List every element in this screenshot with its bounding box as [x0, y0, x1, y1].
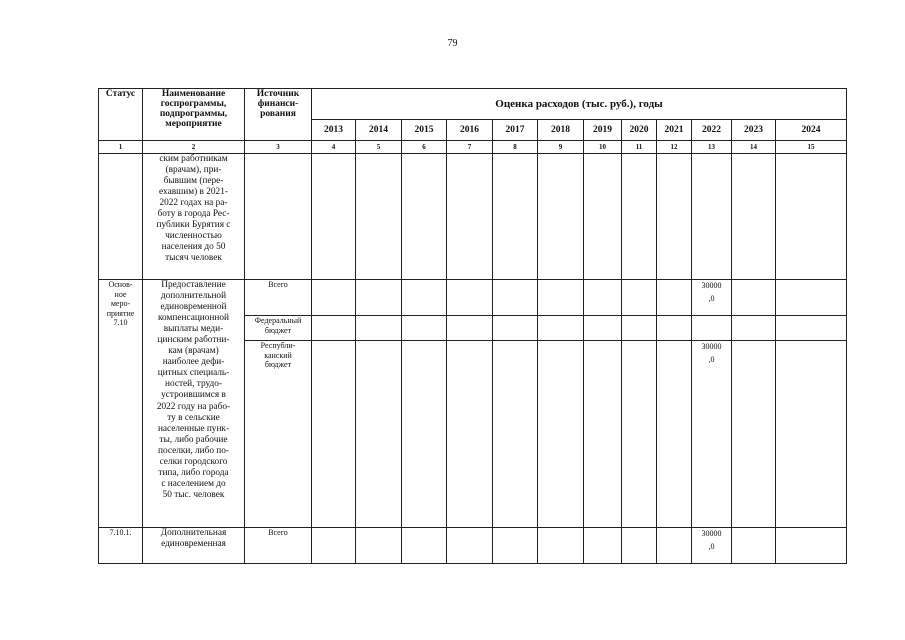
- column-number: 4: [312, 141, 356, 154]
- budget-table: [98, 88, 847, 564]
- name-line: 2022 годах на ра-: [159, 198, 228, 209]
- source-cell: Всего: [245, 528, 312, 564]
- name-line: ту в сельские: [167, 412, 220, 423]
- name-line: публики Бурятия с: [156, 220, 231, 231]
- name-line: численностью: [165, 231, 222, 242]
- column-number: 11: [622, 141, 657, 154]
- year-header: 2024: [776, 120, 847, 141]
- status-line: приятие: [106, 308, 135, 318]
- name-line: наиболее дефи-: [162, 357, 225, 368]
- column-number: 5: [356, 141, 402, 154]
- name-line: цинским работни-: [157, 335, 230, 346]
- column-number: 15: [776, 141, 847, 154]
- name-line: Дополнительная: [160, 528, 227, 538]
- status-line: 7.10: [113, 318, 128, 327]
- header-status: Статус: [99, 89, 143, 141]
- name-line: селки городского: [159, 456, 228, 467]
- name-cell: [143, 154, 245, 280]
- year-header: 2015: [402, 120, 447, 141]
- column-number: 8: [493, 141, 538, 154]
- header-name: Наименование госпрограммы, подпрограммы, мероприятие: [143, 89, 245, 141]
- table-row: [99, 154, 847, 280]
- name-line: населения до 50: [161, 242, 226, 253]
- status-line: меро-: [110, 299, 131, 308]
- column-number: 2: [143, 141, 245, 154]
- year-header: 2022: [692, 120, 732, 141]
- value-2022-cell: 30000 ,0: [692, 341, 732, 528]
- source-line: Федеральный: [254, 316, 302, 325]
- column-number: 14: [732, 141, 776, 154]
- name-line: ехавшим) в 2021-: [159, 187, 228, 198]
- source-cell: [245, 316, 312, 341]
- status-cell: [99, 280, 143, 528]
- year-header: 2017: [493, 120, 538, 141]
- source-cell: [245, 280, 312, 316]
- source-line: бюджет: [264, 360, 292, 369]
- status-cell: 7.10.1.: [99, 528, 143, 564]
- name-line: с населением до: [161, 478, 226, 489]
- name-line: (врачам), при-: [165, 165, 222, 176]
- name-line: 2022 году на рабо-: [156, 401, 231, 412]
- column-number: 7: [447, 141, 493, 154]
- year-header: 2016: [447, 120, 493, 141]
- source-line: бюджет: [264, 325, 292, 335]
- year-header: 2013: [312, 120, 356, 141]
- name-line: ты, либо рабочие: [159, 434, 228, 445]
- column-number: 12: [657, 141, 692, 154]
- status-line: ное: [114, 289, 127, 299]
- name-line: 50 тыс. человек: [162, 489, 225, 500]
- name-line: ностей, трудо-: [164, 379, 223, 390]
- column-number: 1: [99, 141, 143, 154]
- name-line: кам (врачам): [168, 346, 219, 357]
- name-line: поселки, либо по-: [157, 445, 230, 456]
- status-cell: [99, 154, 143, 280]
- name-cell: [143, 280, 245, 528]
- column-number: 10: [584, 141, 622, 154]
- year-header: 2014: [356, 120, 402, 141]
- table-row: [99, 280, 847, 316]
- source-cell: [245, 154, 312, 280]
- table-row: [99, 528, 847, 564]
- header-estimate: Оценка расходов (тыс. руб.), годы: [312, 89, 847, 120]
- name-line: дополнительной: [160, 291, 227, 302]
- name-line: цитных специаль-: [157, 368, 230, 379]
- header-source: Источник финанси-рования: [245, 89, 312, 141]
- column-number: 13: [692, 141, 732, 154]
- name-line: выплаты меди-: [163, 324, 224, 335]
- year-header: 2023: [732, 120, 776, 141]
- name-line: Предоставление: [161, 280, 226, 290]
- name-cell: [143, 528, 245, 564]
- source-line: Республи-: [260, 341, 296, 350]
- name-line: компенсационной: [157, 313, 230, 324]
- source-line: канский: [264, 350, 292, 360]
- source-line: Всего: [268, 280, 288, 289]
- name-line: бывшим (пере-: [163, 176, 224, 187]
- status-line: Основ-: [108, 280, 133, 289]
- name-line: ским работникам: [159, 154, 228, 164]
- source-cell: [245, 341, 312, 528]
- name-line: боту в города Рес-: [157, 209, 230, 220]
- name-line: населенные пунк-: [157, 423, 230, 434]
- value-2022-cell: [692, 316, 732, 341]
- name-line: тысяч человек: [165, 253, 222, 264]
- year-header: 2018: [538, 120, 584, 141]
- value-2022-cell: 30000 ,0: [692, 280, 732, 316]
- page-number: 79: [447, 38, 458, 49]
- name-line: единовременной: [160, 302, 227, 313]
- year-header: 2020: [622, 120, 657, 141]
- column-number: 3: [245, 141, 312, 154]
- name-line: единовременная: [161, 539, 226, 550]
- year-header: 2021: [657, 120, 692, 141]
- name-line: устроившимся в: [161, 390, 226, 401]
- column-number: 6: [402, 141, 447, 154]
- value-2022-cell: 30000 ,0: [692, 528, 732, 564]
- name-line: типа, либо города: [158, 467, 229, 478]
- year-header: 2019: [584, 120, 622, 141]
- column-number: 9: [538, 141, 584, 154]
